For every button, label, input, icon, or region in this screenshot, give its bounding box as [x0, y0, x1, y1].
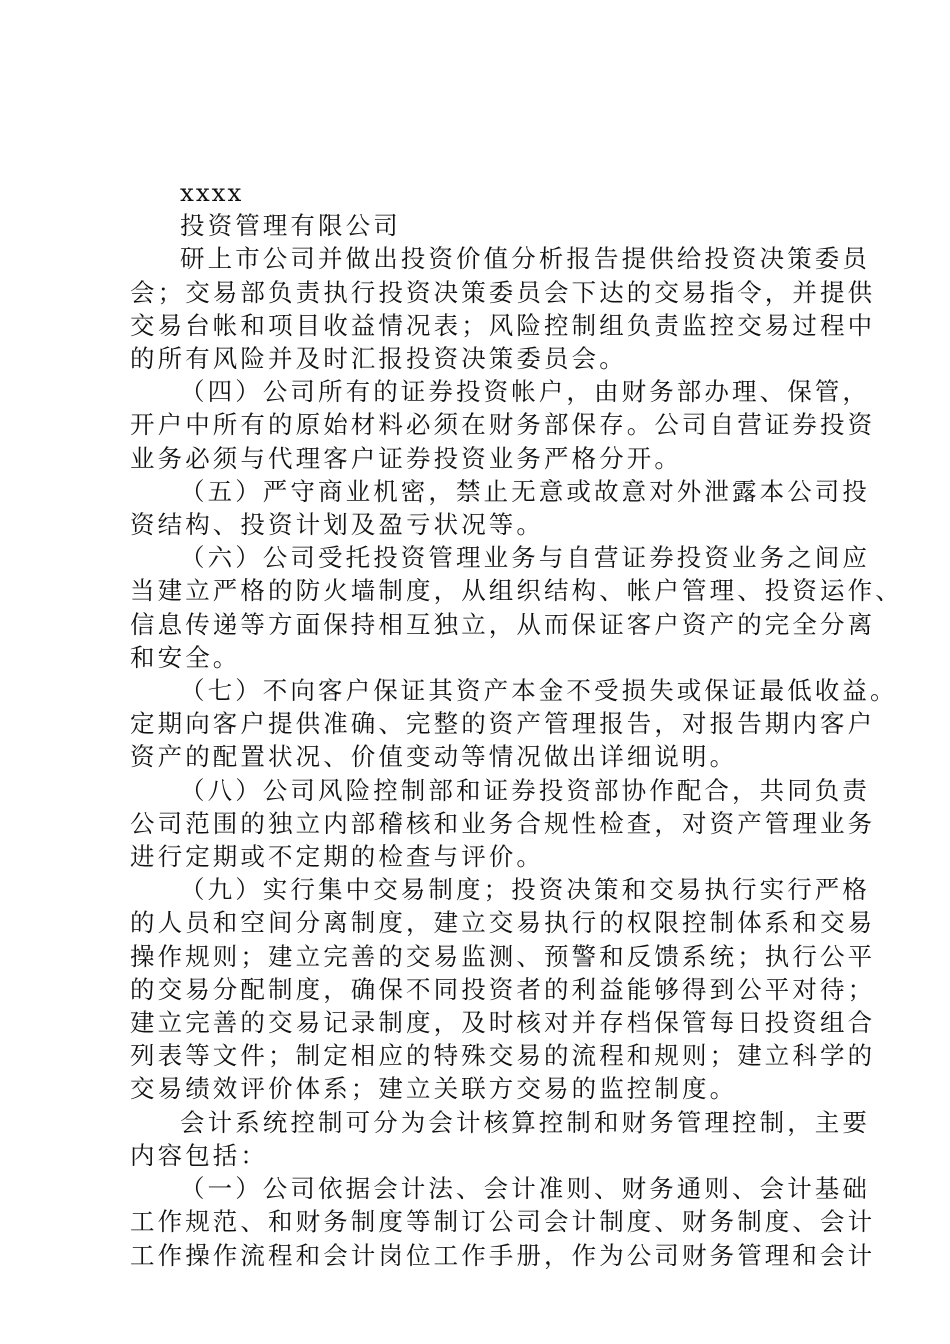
text-line: 研上市公司并做出投资价值分析报告提供给投资决策委员: [180, 244, 870, 274]
paragraph-lines: [130, 242, 903, 1271]
text-line: 操作规则；建立完善的交易监测、预警和反馈系统；执行公平: [130, 941, 876, 971]
text-line: 交易台帐和项目收益情况表；风险控制组负责监控交易过程中: [130, 310, 876, 340]
text-line: 会计系统控制可分为会计核算控制和财务管理控制，主要: [180, 1107, 870, 1137]
text-line: 内容包括：: [130, 1140, 268, 1170]
text-line: 和安全。: [130, 642, 241, 672]
text-line: 资结构、投资计划及盈亏状况等。: [130, 510, 544, 540]
text-line: 建立完善的交易记录制度，及时核对并存档保管每日投资组合: [130, 1008, 876, 1038]
text-line: 工作规范、和财务制度等制订公司会计制度、财务制度、会计: [130, 1207, 876, 1237]
text-line: 业务必须与代理客户证券投资业务严格分开。: [130, 443, 682, 473]
text-line: 公司范围的独立内部稽核和业务合规性检查，对资产管理业务: [130, 808, 876, 838]
text-line: （九）实行集中交易制度；投资决策和交易执行实行严格: [180, 875, 870, 905]
text-line: （五）严守商业机密，禁止无意或故意对外泄露本公司投: [180, 476, 870, 506]
text-line: 会；交易部负责执行投资决策委员会下达的交易指令，并提供: [130, 277, 876, 307]
text-line: 开户中所有的原始材料必须在财务部保存。公司自营证券投资: [130, 410, 876, 440]
document-body: [130, 176, 903, 1272]
text-line: 进行定期或不定期的检查与评价。: [130, 842, 544, 872]
text-line: （七）不向客户保证其资产本金不受损失或保证最低收益。: [180, 676, 898, 706]
text-line: 的人员和空间分离制度，建立交易执行的权限控制体系和交易: [130, 908, 876, 938]
text-line: 的所有风险并及时汇报投资决策委员会。: [130, 344, 627, 374]
text-line: 列表等文件；制定相应的特殊交易的流程和规则；建立科学的: [130, 1041, 876, 1071]
text-line: 工作操作流程和会计岗位工作手册，作为公司财务管理和会计: [130, 1240, 876, 1270]
text-line: 资产的配置状况、价值变动等情况做出详细说明。: [130, 742, 738, 772]
text-line: 信息传递等方面保持相互独立，从而保证客户资产的完全分离: [130, 609, 876, 639]
text-line: 定期向客户提供准确、完整的资产管理报告，对报告期内客户: [130, 709, 876, 739]
text-line: （四）公司所有的证券投资帐户，由财务部办理、保管，: [180, 377, 870, 407]
header-code: xxxx: [180, 178, 244, 207]
text-line: （六）公司受托投资管理业务与自营证券投资业务之间应: [180, 543, 870, 573]
text-line: （八）公司风险控制部和证券投资部协作配合，共同负责: [180, 775, 870, 805]
text-line: 的交易分配制度，确保不同投资者的利益能够得到公平对待；: [130, 974, 876, 1004]
text-line: 当建立严格的防火墙制度，从组织结构、帐户管理、投资运作、: [130, 576, 903, 606]
text-line: （一）公司依据会计法、会计准则、财务通则、会计基础: [180, 1174, 870, 1204]
company-name: 投资管理有限公司: [180, 211, 401, 241]
text-line: 交易绩效评价体系；建立关联方交易的监控制度。: [130, 1074, 738, 1104]
